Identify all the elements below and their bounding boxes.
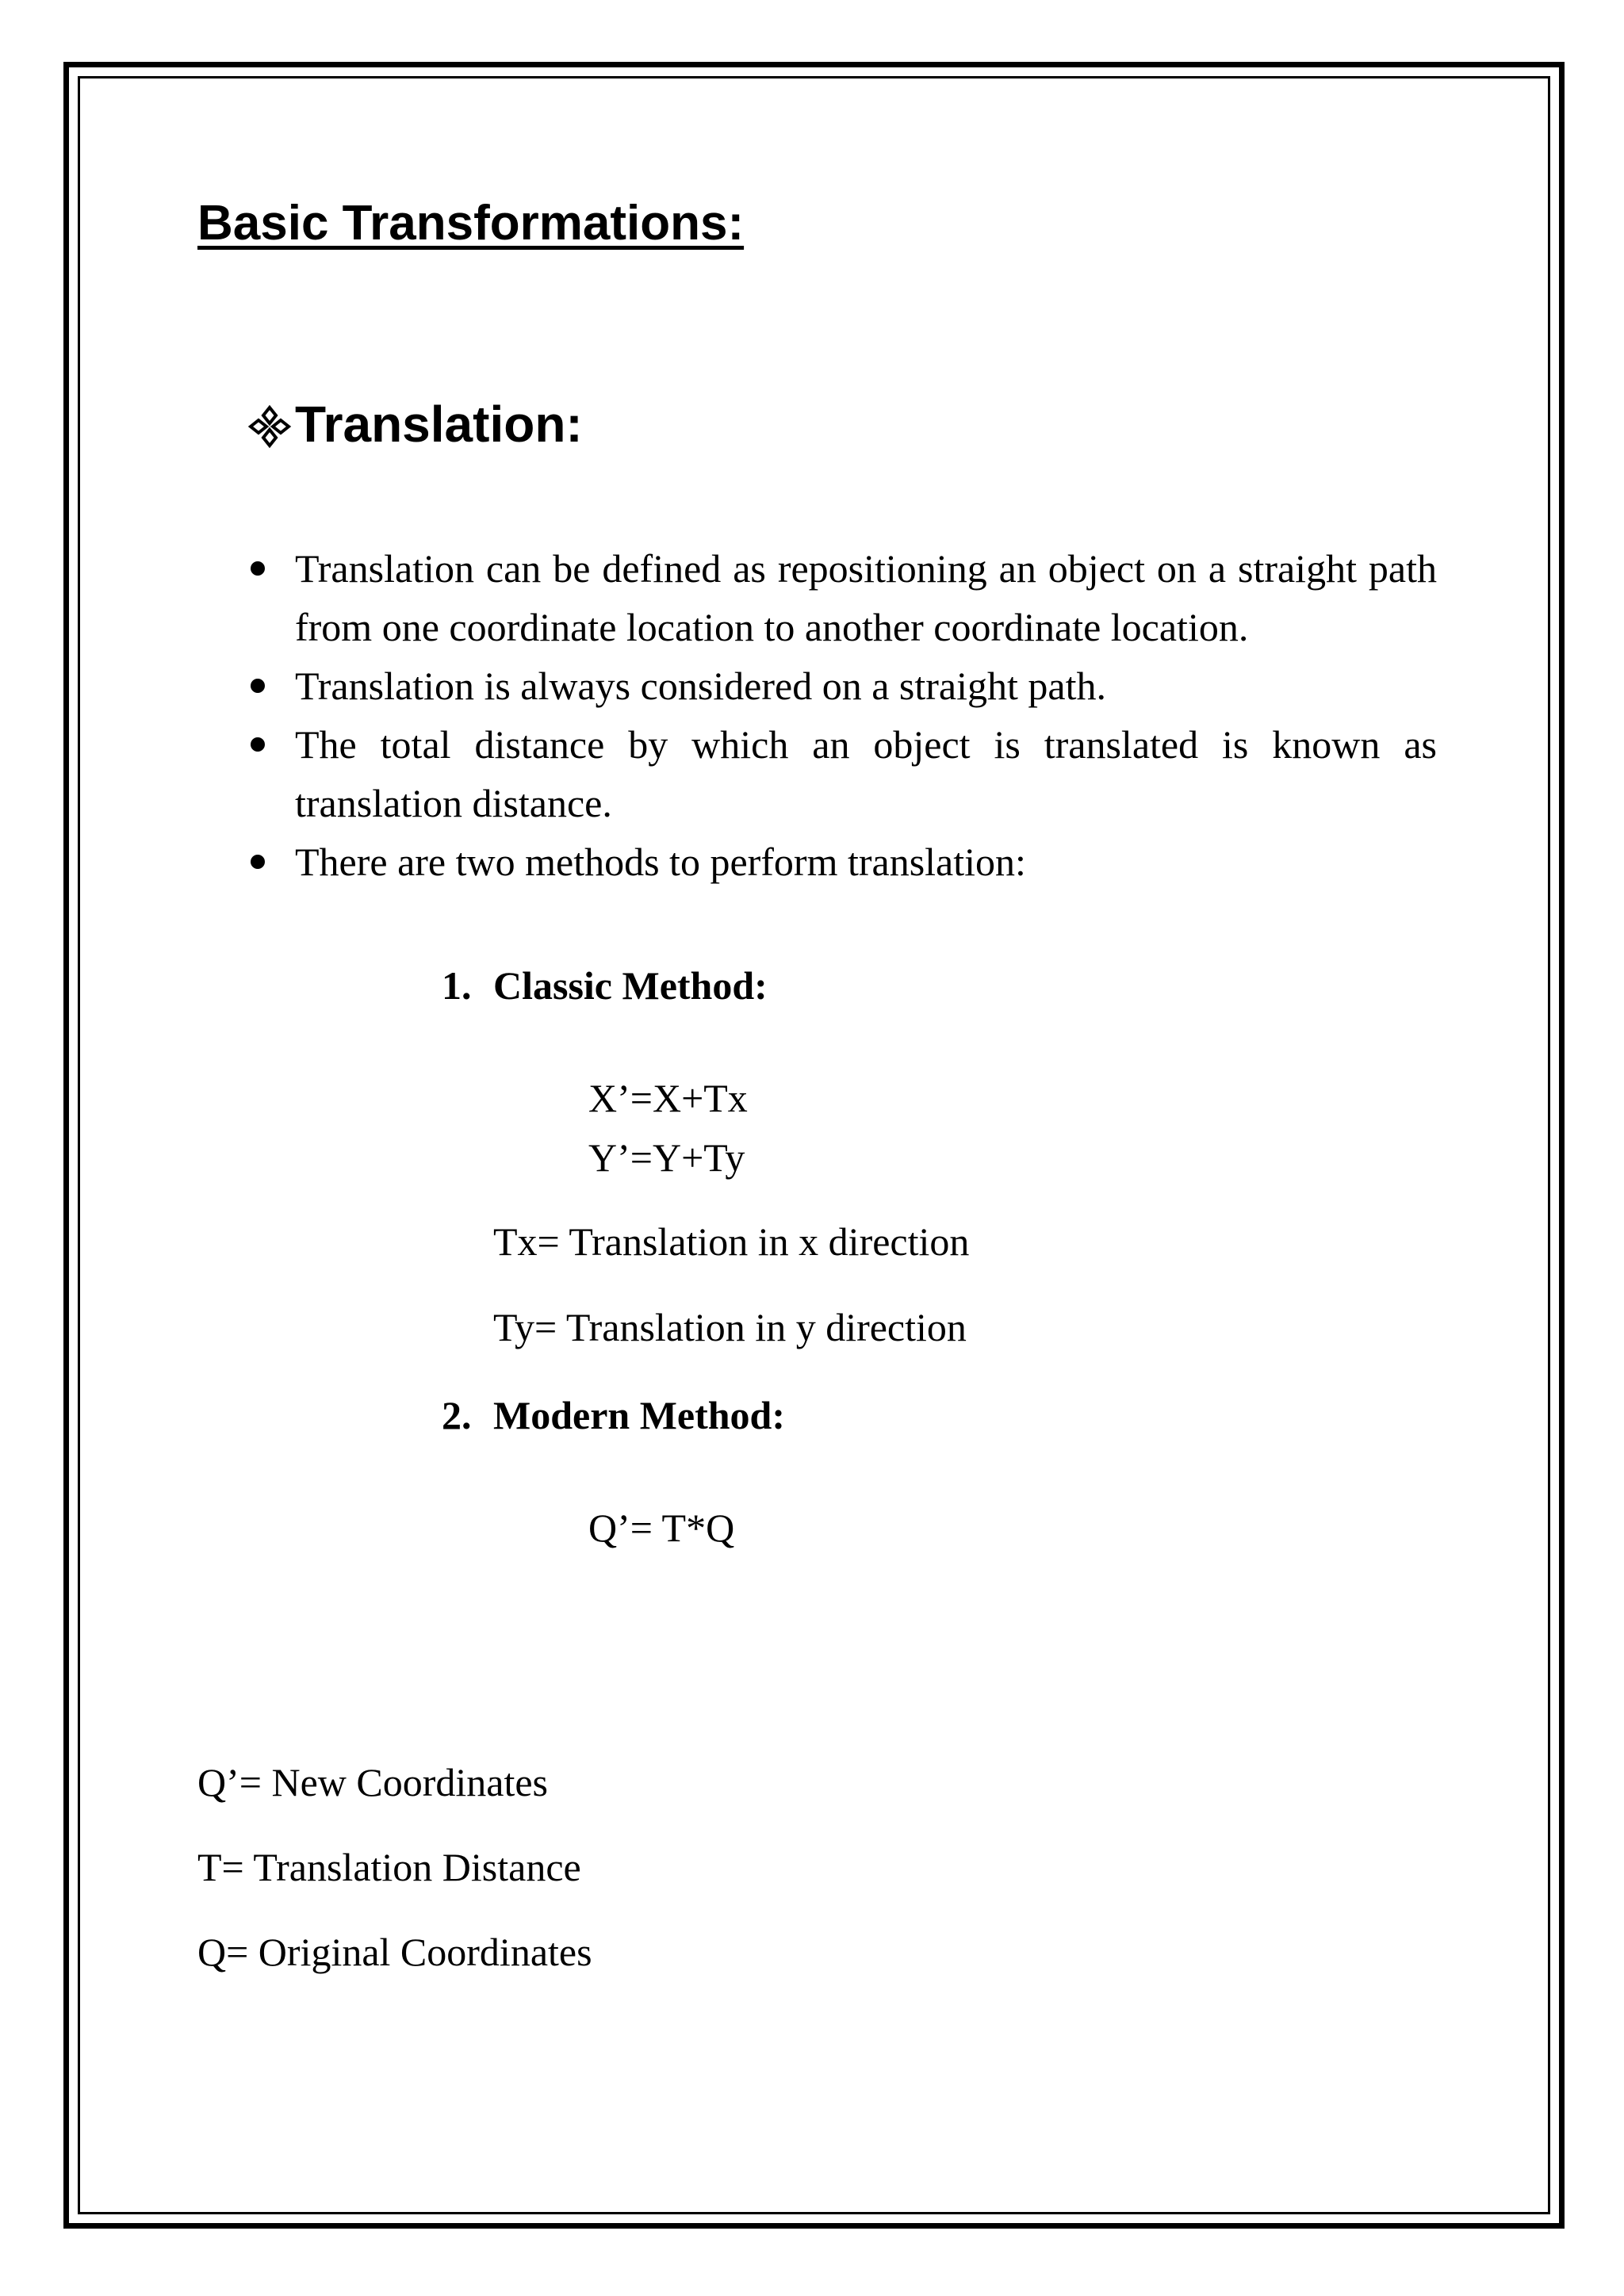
- bullet-icon: [251, 737, 265, 752]
- method-name: Modern Method:: [493, 1393, 785, 1437]
- equation: X’=X+Tx: [588, 1076, 748, 1120]
- bullet-text: Translation is always considered on a straight path.: [295, 664, 1106, 708]
- bullet-icon: [251, 679, 265, 693]
- section-heading: [247, 395, 583, 453]
- legend-item: T= Translation Distance: [197, 1845, 581, 1889]
- bullet-text: The total distance by which an object is translated is known as translation distance.: [295, 722, 1437, 825]
- bullet-icon: [251, 561, 265, 576]
- method-number: 1.: [442, 963, 472, 1008]
- bullet-icon: [251, 855, 265, 869]
- four-diamond-icon: [247, 402, 292, 446]
- bullet-text: There are two methods to perform translation:: [295, 840, 1026, 884]
- definition: Ty= Translation in y direction: [493, 1305, 967, 1349]
- legend-item: Q= Original Coordinates: [197, 1930, 592, 1974]
- list-item: [247, 715, 1437, 832]
- page-title: Basic Transformations:: [197, 196, 745, 251]
- bullet-list: [247, 539, 1437, 891]
- method-number: 2.: [442, 1393, 472, 1437]
- list-item: [247, 832, 1437, 891]
- definition: Tx= Translation in x direction: [493, 1219, 970, 1264]
- equation: Q’= T*Q: [588, 1506, 735, 1550]
- section-heading-text: Translation:: [295, 396, 583, 453]
- list-item: [247, 656, 1437, 715]
- equation: Y’=Y+Ty: [588, 1135, 745, 1180]
- legend-item: Q’= New Coordinates: [197, 1760, 548, 1804]
- bullet-text: Translation can be defined as repositioning an object on a straight path from one coordinate location to another coordinate location.: [295, 546, 1437, 649]
- list-item: [247, 539, 1437, 656]
- method-name: Classic Method:: [493, 963, 768, 1008]
